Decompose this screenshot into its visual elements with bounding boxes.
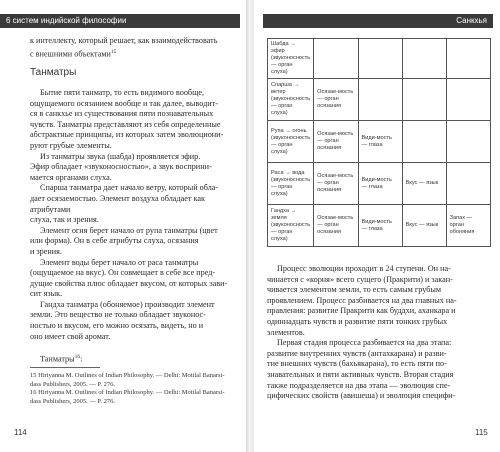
text-line: Элемент огня берет начало от рупа танматры (цвет (40, 225, 218, 235)
table-cell: Вкус — язык (402, 163, 446, 205)
table-cell (446, 121, 490, 163)
footnote-line: dass Publishers, 2005. — P. 276. (30, 397, 116, 405)
text-line: Из танматры звука (шабда) проявляется эфир. (40, 151, 201, 161)
table-cell: Спарша → ветер (звуконосность — орган слуха) (268, 79, 314, 121)
footnote-ref: 15 (110, 48, 117, 55)
text-line: Первая стадия процесса разбивается на два этапа: (277, 338, 452, 348)
text-line: земли. Это вещество не только обладает звуконос- (30, 310, 206, 320)
table-cell: Вкус — язык (402, 205, 446, 247)
table-cell: Шабда → эфир (звуконосность — орган слуха) (268, 39, 314, 79)
text-line: к интеллекту, который решает, как взаимодействовать (30, 36, 218, 45)
table-cell: Осязае-мость — орган осязания (314, 205, 358, 247)
text-line: чинается с «корня» всего сущего (Пракрити) и закан- (267, 274, 453, 284)
text-line: мается органами слуха. (30, 172, 112, 182)
footnote-line: dass Publishers, 2005. — P. 276. (30, 380, 116, 388)
text-line: Спаршa танматра дает начало ветру, который обла- (40, 183, 219, 193)
page-number-left: 114 (14, 428, 27, 437)
table-cell (314, 39, 358, 79)
footnote-line: 16 Hiriyanna M. Outlines of Indian Philosophy. — Delhi: Motilal Banarsi- (30, 389, 225, 397)
table-cell: Види-мость — глаза (358, 205, 402, 247)
paragraph-tanmatry (30, 352, 230, 365)
table-row (268, 163, 491, 205)
table-cell: Гандха → земля (звуконосность — орган слуха) (268, 205, 314, 247)
text-line: также подразделяется на два этапа — эволюция спе- (267, 380, 451, 390)
footnote-ref: 16 (74, 354, 81, 360)
paragraph-evolution (267, 264, 491, 402)
text-line: дущие свойства плюс обладает вкусом, от которых зави- (30, 278, 228, 288)
text-line: руют грубые элементы. (30, 140, 112, 150)
text-line: сит язык. (30, 289, 63, 299)
table-cell: Рупа → огонь (звуконосность — орган слуха) (268, 121, 314, 163)
section-heading: Танматры (30, 67, 77, 78)
table-row (268, 79, 491, 121)
text-line: Танматры$^{16}$: (40, 354, 83, 364)
text-line: тие внешних чувств (бахьякарана), то есть пяти по- (267, 359, 447, 369)
footnote-line: 15 Hiriyanna M. Outlines of Indian Philosophy. — Delhi: Motilal Banarsi- (30, 372, 225, 379)
text-line: ся в санкхье из существования пяти познавательных (30, 109, 214, 119)
text-line: чувств. Танматры представляют из себя определенные (30, 119, 221, 129)
table-row (268, 39, 491, 79)
text-line: Бытие пяти танматр, то есть видимого вообще, (40, 88, 205, 97)
table-cell (446, 39, 490, 79)
text-line: чивается элементом земли, то есть самым грубым (267, 285, 442, 295)
text-line: Эфир обладает «звуконосностью», а звук восприни- (30, 162, 212, 172)
left-page (0, 0, 247, 452)
page-number-right: 115 (475, 428, 488, 437)
paragraph-body (30, 88, 230, 342)
text-line: Элемент воды берет начало от раса танматры (40, 257, 199, 267)
paragraph-intro (30, 36, 230, 60)
text-line: и зрения. (30, 246, 62, 256)
text-line: правления: развитие Пракрити как буддхи, аханкара и (267, 306, 456, 316)
table-cell: Запах — орган обоняния (446, 205, 490, 247)
table-cell (402, 121, 446, 163)
text-line: Гандха танматра (обоняемое) производит элемент (40, 299, 215, 309)
table-cell (358, 39, 402, 79)
table-cell: Осязае-мость — орган осязания (314, 163, 358, 205)
table-cell (446, 79, 490, 121)
table-cell (446, 163, 490, 205)
table-cell: Раса → вода (звуконосность — орган слуха) (268, 163, 314, 205)
right-page (253, 0, 500, 452)
table-cell: Види-мость — глаза (358, 121, 402, 163)
text-line: или форма). Он в себе атрибуты слуха, осязания (30, 236, 199, 246)
tanmatra-table (267, 38, 491, 247)
table-row (268, 205, 491, 247)
table-cell (358, 79, 402, 121)
text-line: цифических свойств (авишеша) и эволюция специфи- (267, 391, 456, 401)
table-cell (402, 79, 446, 121)
running-header-left: 6 систем индийской философии (0, 14, 240, 28)
text-line: проявлением. Процесс разбивается на два главных на- (267, 295, 457, 305)
table-row (268, 121, 491, 163)
running-header-right: Санкхья (263, 14, 493, 28)
text-line: абстрактные принципы, из которых затем эволюциони- (30, 130, 224, 140)
table-cell: Осязае-мость — орган осязания (314, 79, 358, 121)
table-cell (402, 39, 446, 79)
text-line: ощущаемого осязанием вообще и так далее, выводит- (30, 98, 218, 108)
text-line: элементов. (267, 327, 305, 337)
table-cell: Осязае-мость — орган осязания (314, 121, 358, 163)
text-line: (ощущаемое на вкус). Он совмещает в себе все пред- (30, 268, 216, 278)
text-line: знавательных и пяти активных чувств. Вторая стадия (267, 369, 454, 379)
text-line: Процесс эволюции проходит в 24 ступени. Он на- (277, 264, 451, 273)
text-line: дает осязаемостью. Элемент воздуха обладает как атрибутами (30, 193, 205, 214)
footnotes (30, 372, 235, 406)
text-line: одиннадцать чувств и развитие пяти тонких грубых (267, 316, 448, 326)
text-line: с внешними объектами$^{15}$ (30, 48, 117, 59)
text-line: оно имеет свой аромат. (30, 331, 111, 341)
text-line: развитие внутренних чувств (антахкарана) и разви- (267, 348, 447, 358)
footnote-divider (30, 367, 100, 368)
text-line: слуха, так и зрения. (30, 215, 99, 225)
table-cell: Види-мость — глаза (358, 163, 402, 205)
text-line: ностью и вкусом, его можно осязать, видеть, но и (30, 321, 204, 331)
